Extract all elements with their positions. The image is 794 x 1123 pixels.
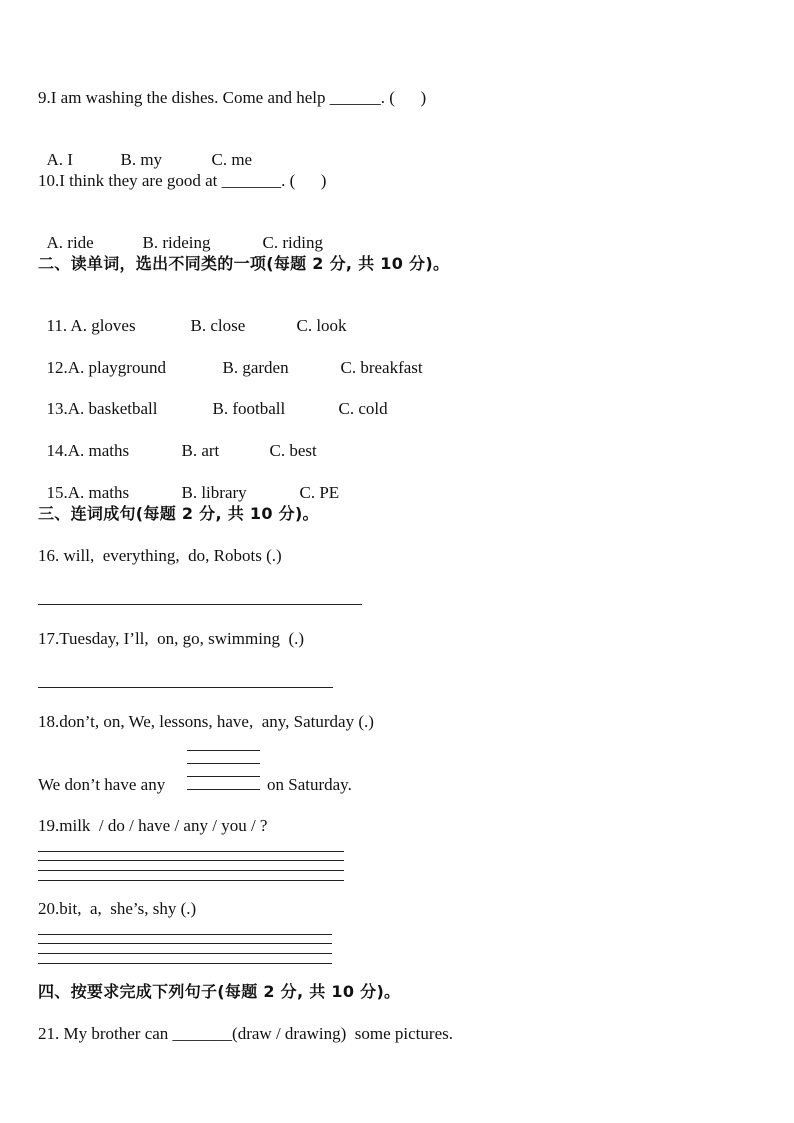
- option-a: 13.A. basketball: [46, 399, 158, 418]
- option-b: B. art: [181, 441, 220, 460]
- question-16: 16. will, everything, do, Robots (.): [38, 546, 282, 565]
- option-c: C. riding: [262, 233, 323, 252]
- answer-line[interactable]: [187, 750, 260, 751]
- option-a: 15.A. maths: [46, 483, 130, 502]
- option-a: 11. A. gloves: [46, 316, 136, 335]
- section-4-heading: 四、按要求完成下列句子(每题 2 分, 共 10 分)。: [38, 982, 401, 1001]
- option-c: C. me: [211, 150, 253, 169]
- answer-line[interactable]: [187, 763, 260, 764]
- question-21: 21. My brother can _______(draw / drawing) some pictures.: [38, 1024, 453, 1043]
- answer-line[interactable]: [38, 870, 344, 871]
- question-11: [38, 296, 347, 336]
- question-10-options: [38, 213, 323, 253]
- answer-line[interactable]: [38, 860, 344, 861]
- question-9-options: [38, 130, 252, 170]
- option-a: 14.A. maths: [46, 441, 130, 460]
- question-14: [38, 421, 317, 461]
- question-13: [38, 379, 388, 419]
- answer-line[interactable]: [38, 604, 362, 605]
- option-b: B. close: [190, 316, 246, 335]
- section-3-heading: 三、连词成句(每题 2 分, 共 10 分)。: [38, 504, 319, 523]
- question-18: 18.don’t, on, We, lessons, have, any, Saturday (.): [38, 712, 374, 731]
- option-a: A. I: [46, 150, 73, 169]
- answer-line[interactable]: [38, 880, 344, 881]
- answer-line[interactable]: [38, 687, 333, 688]
- answer-line[interactable]: [38, 851, 344, 852]
- question-10: 10.I think they are good at _______. ( ): [38, 171, 327, 190]
- option-b: B. library: [181, 483, 247, 502]
- answer-line[interactable]: [187, 776, 260, 777]
- option-c: C. breakfast: [340, 358, 423, 377]
- option-a: A. ride: [46, 233, 94, 252]
- answer-line[interactable]: [38, 943, 332, 944]
- question-12: [38, 338, 423, 378]
- section-2-heading: 二、读单词，选出不同类的一项(每题 2 分, 共 10 分)。: [38, 254, 450, 273]
- option-a: 12.A. playground: [46, 358, 166, 377]
- option-c: C. look: [296, 316, 347, 335]
- option-c: C. best: [269, 441, 317, 460]
- question-18-sentence-end: on Saturday.: [267, 775, 352, 794]
- question-17: 17.Tuesday, I’ll, on, go, swimming (.): [38, 629, 305, 648]
- option-b: B. my: [120, 150, 163, 169]
- option-c: C. PE: [299, 483, 340, 502]
- option-b: B. garden: [222, 358, 289, 377]
- answer-line[interactable]: [38, 934, 332, 935]
- answer-line[interactable]: [38, 963, 332, 964]
- question-9: 9.I am washing the dishes. Come and help ______. ( ): [38, 88, 427, 107]
- answer-line[interactable]: [38, 953, 332, 954]
- option-b: B. football: [212, 399, 286, 418]
- answer-line[interactable]: [187, 789, 260, 790]
- question-20: 20.bit, a, she’s, shy (.): [38, 899, 197, 918]
- question-19: 19.milk / do / have / any / you / ?: [38, 816, 268, 835]
- question-18-sentence-start: We don’t have any: [38, 775, 166, 794]
- question-15: [38, 463, 339, 503]
- option-c: C. cold: [338, 399, 388, 418]
- option-b: B. rideing: [142, 233, 211, 252]
